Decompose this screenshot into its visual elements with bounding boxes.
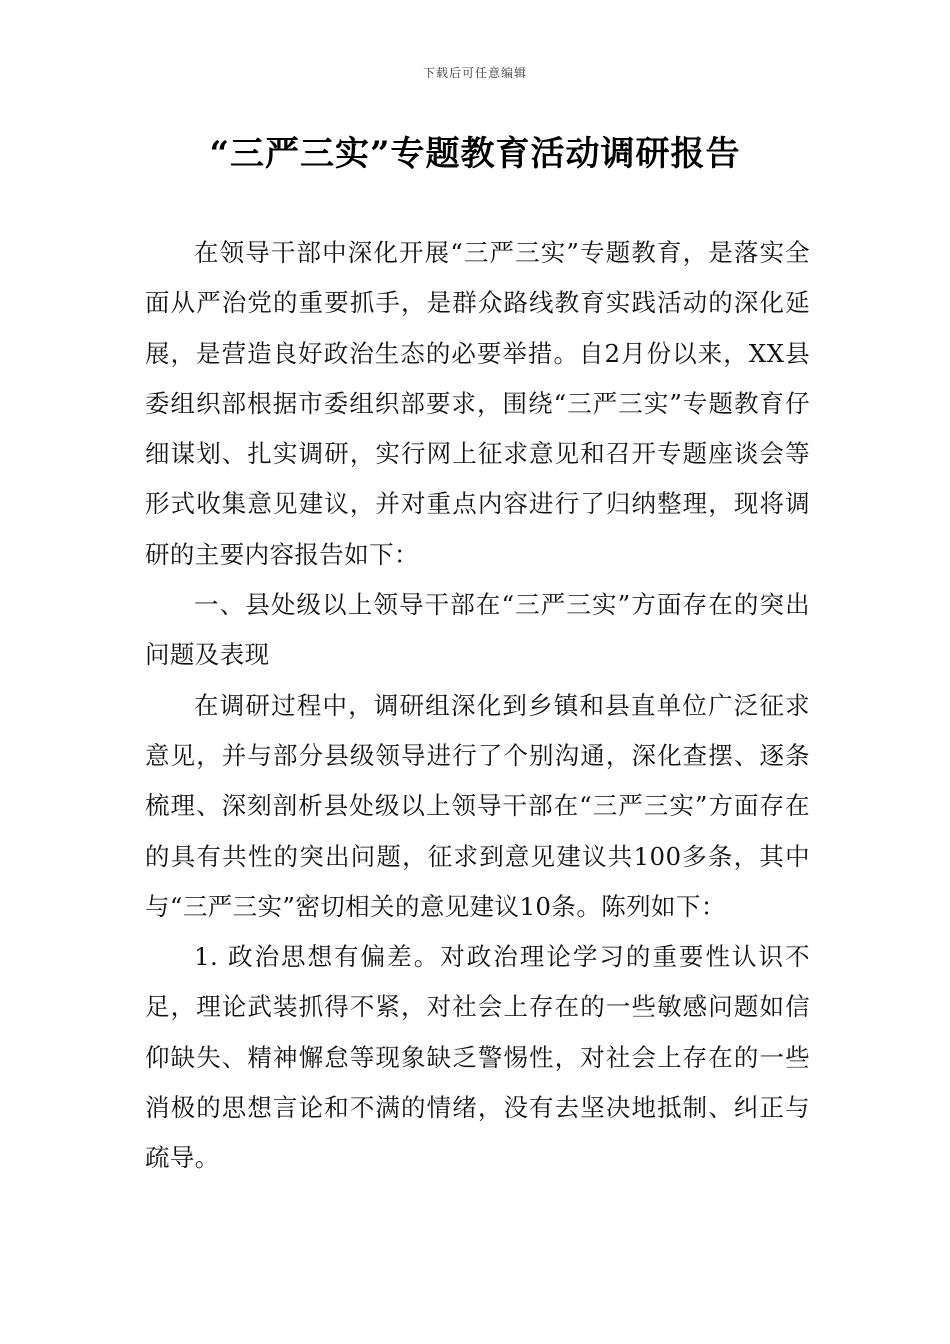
section-heading-1: 一、县处级以上领导干部在“三严三实”方面存在的突出问题及表现 bbox=[145, 590, 810, 670]
document-title: “三严三实”专题教育活动调研报告 bbox=[209, 134, 741, 174]
document-body bbox=[145, 228, 810, 1184]
header-note: 下载后可任意编辑 bbox=[422, 66, 527, 80]
paragraph-research: 在调研过程中，调研组深化到乡镇和县直单位广泛征求意见，并与部分县级领导进行了个别沟通，深化查摆、逐条梳理、深刻剖析县处级以上领导干部在“三严三实”方面存在的具有共性的突出问题，征求到意见建议共100多条，其中与“三严三实”密切相关的意见建议10条。陈列如下： bbox=[145, 690, 810, 921]
paragraph-intro: 在领导干部中深化开展“三严三实”专题教育，是落实全面从严治党的重要抓手，是群众路线教育实践活动的深化延展，是营造良好政治生态的必要举措。自2月份以来，XX县委组织部根据市委组织部要求，围绕“三严三实”专题教育仔细谋划、扎实调研，实行网上征求意见和召开专题座谈会等形式收集意见建议，并对重点内容进行了归纳整理，现将调研的主要内容报告如下： bbox=[145, 238, 810, 569]
paragraph-item-1: 1. 政治思想有偏差。对政治理论学习的重要性认识不足，理论武装抓得不紧，对社会上存在的一些敏感问题如信仰缺失、精神懈怠等现象缺乏警惕性，对社会上存在的一些消极的思想言论和不满的情绪，没有去坚决地抵制、纠正与疏导。 bbox=[145, 942, 810, 1173]
